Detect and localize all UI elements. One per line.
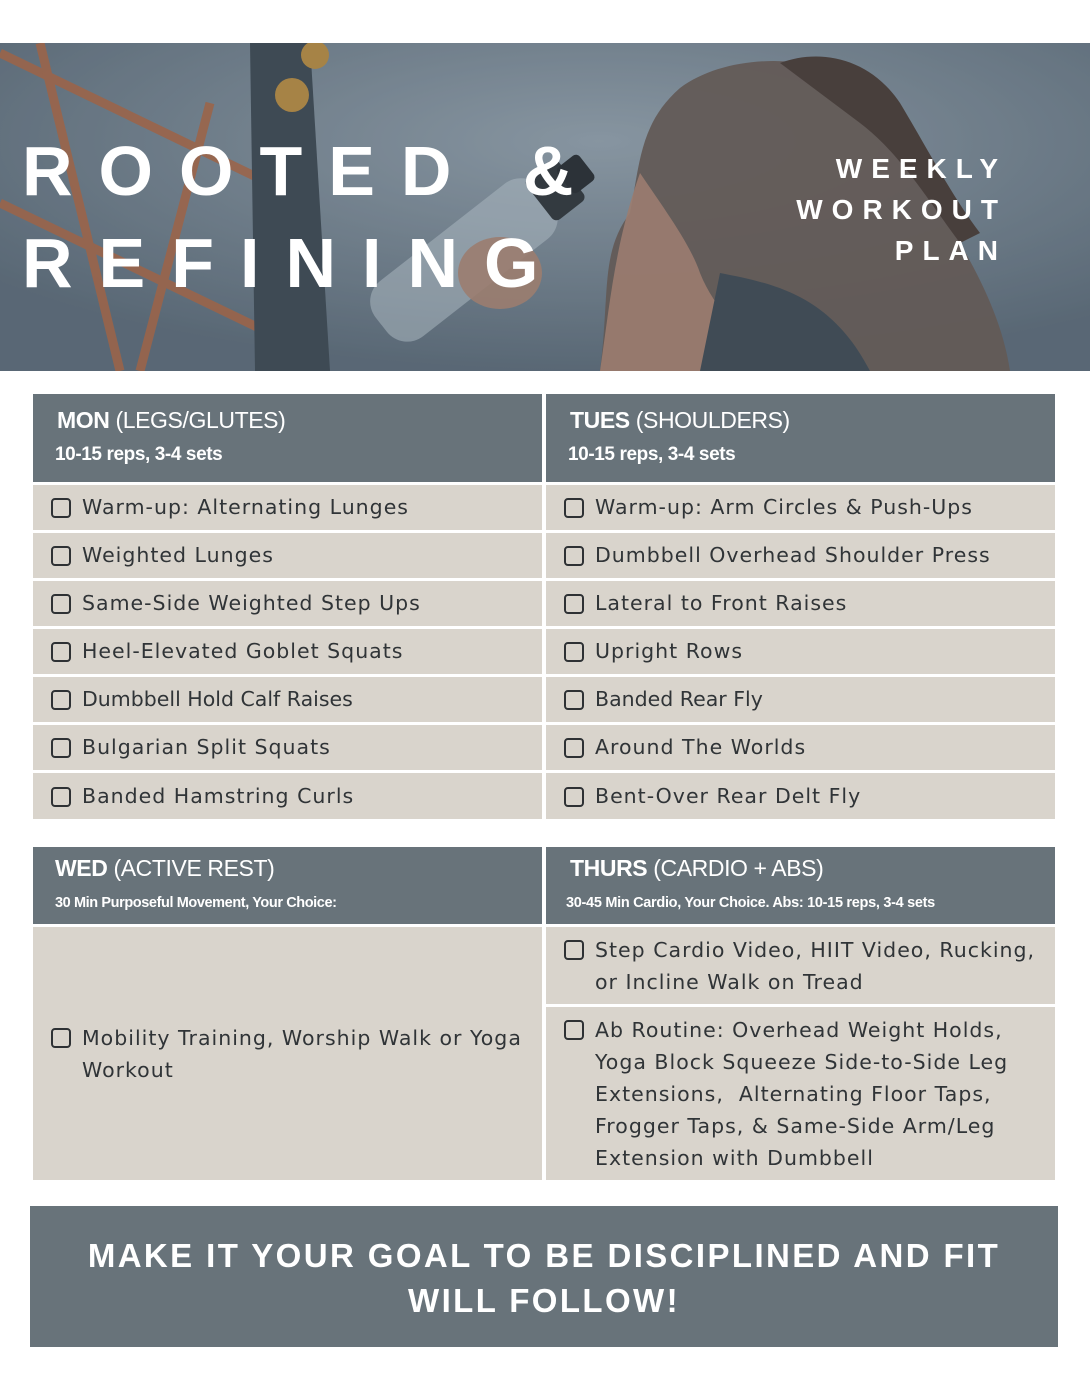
day-block-wed [33,847,542,1180]
checkbox[interactable] [51,594,71,614]
checkbox[interactable] [51,1028,71,1048]
hero-title [22,125,599,309]
exercise-row[interactable] [33,770,542,819]
day-meta: 10-15 reps, 3-4 sets [55,444,223,465]
day-meta: 10-15 reps, 3-4 sets [568,444,736,465]
day-name: TUES [570,407,630,433]
checkbox[interactable] [564,546,584,566]
checkbox[interactable] [51,546,71,566]
day-meta: 30-45 Min Cardio, Your Choice. Abs: 10-15 reps, 3-4 sets [566,895,935,911]
day-block-mon [33,394,542,819]
exercise-label: Mobility Training, Worship Walk or Yoga Workout [82,1026,522,1082]
exercise-label: Warm-up: Alternating Lunges [82,495,409,519]
exercise-row[interactable] [546,770,1055,819]
day-focus: (SHOULDERS) [635,407,790,433]
day-header-tues [546,394,1055,482]
day-title [570,407,790,433]
exercise-row[interactable] [33,482,542,530]
exercise-label: Bulgarian Split Squats [82,735,331,759]
exercise-label: Ab Routine: Overhead Weight Holds, Yoga Block Squeeze Side-to-Side Leg Extensions, Alternating Floor Taps, Frogger Taps, & Same-Side Arm/Leg Extension with Dumbbell [595,1018,1009,1170]
hero-subtitle-line-1: WEEKLY [835,153,1007,184]
exercise-label: Step Cardio Video, HIIT Video, Rucking, or Incline Walk on Tread [595,938,1036,994]
exercise-row[interactable] [546,482,1055,530]
exercise-row[interactable] [33,626,542,674]
hero-title-line-2: REFINING [22,224,565,302]
exercise-label: Weighted Lunges [82,543,274,567]
exercise-row[interactable] [546,530,1055,578]
exercise-row[interactable] [33,722,542,770]
day-name: THURS [570,855,648,881]
exercise-row[interactable] [546,674,1055,722]
exercise-row[interactable] [546,924,1055,1004]
hero-subtitle [796,148,1007,271]
banner-line-1: MAKE IT YOUR GOAL TO BE DISCIPLINED AND FIT [87,1237,1001,1274]
exercise-label: Upright Rows [595,639,744,663]
exercise-label: Same-Side Weighted Step Ups [82,591,421,615]
day-header-mon [33,394,542,482]
exercise-label: Warm-up: Arm Circles & Push-Ups [595,495,973,519]
exercise-row[interactable] [33,674,542,722]
checkbox[interactable] [564,642,584,662]
exercise-label: Banded Rear Fly [595,687,763,711]
checkbox[interactable] [564,498,584,518]
exercise-row[interactable] [33,924,542,1180]
day-name: MON [57,407,110,433]
day-title [570,855,823,881]
day-focus: (LEGS/GLUTES) [115,407,286,433]
day-name: WED [55,855,108,881]
day-header-thurs [546,847,1055,924]
exercise-row[interactable] [546,722,1055,770]
exercise-label: Around The Worlds [595,735,807,759]
checkbox[interactable] [564,1020,584,1040]
exercise-row[interactable] [546,578,1055,626]
hero-title-line-1: ROOTED & [22,132,600,210]
day-title [55,855,274,881]
day-header-wed [33,847,542,924]
hero-subtitle-line-3: PLAN [894,235,1007,266]
checkbox[interactable] [564,787,584,807]
day-focus: (ACTIVE REST) [113,855,275,881]
week-grid-top [33,394,1055,822]
checkbox[interactable] [564,738,584,758]
checkbox[interactable] [51,787,71,807]
exercise-row[interactable] [33,530,542,578]
exercise-label: Banded Hamstring Curls [82,784,355,808]
day-focus: (CARDIO + ABS) [653,855,824,881]
exercise-row[interactable] [546,626,1055,674]
hero-banner [0,43,1090,371]
exercise-label: Bent-Over Rear Delt Fly [595,784,862,808]
day-meta: 30 Min Purposeful Movement, Your Choice: [55,895,337,911]
checkbox[interactable] [564,690,584,710]
day-block-thurs [546,847,1055,1180]
checkbox[interactable] [51,642,71,662]
exercise-row[interactable] [546,1004,1055,1180]
exercise-row[interactable] [33,578,542,626]
checkbox[interactable] [564,594,584,614]
week-grid-bottom [33,847,1055,1182]
exercise-label: Dumbbell Hold Calf Raises [82,687,353,711]
checkbox[interactable] [51,498,71,518]
day-title [57,407,285,433]
checkbox[interactable] [51,738,71,758]
day-block-tues [546,394,1055,819]
exercise-label: Lateral to Front Raises [595,591,848,615]
banner-line-2: WILL FOLLOW! [408,1282,680,1319]
motivation-banner [30,1206,1058,1347]
checkbox[interactable] [51,690,71,710]
exercise-label: Dumbbell Overhead Shoulder Press [595,543,991,567]
checkbox[interactable] [564,940,584,960]
exercise-label: Heel-Elevated Goblet Squats [82,639,404,663]
hero-subtitle-line-2: WORKOUT [796,194,1007,225]
